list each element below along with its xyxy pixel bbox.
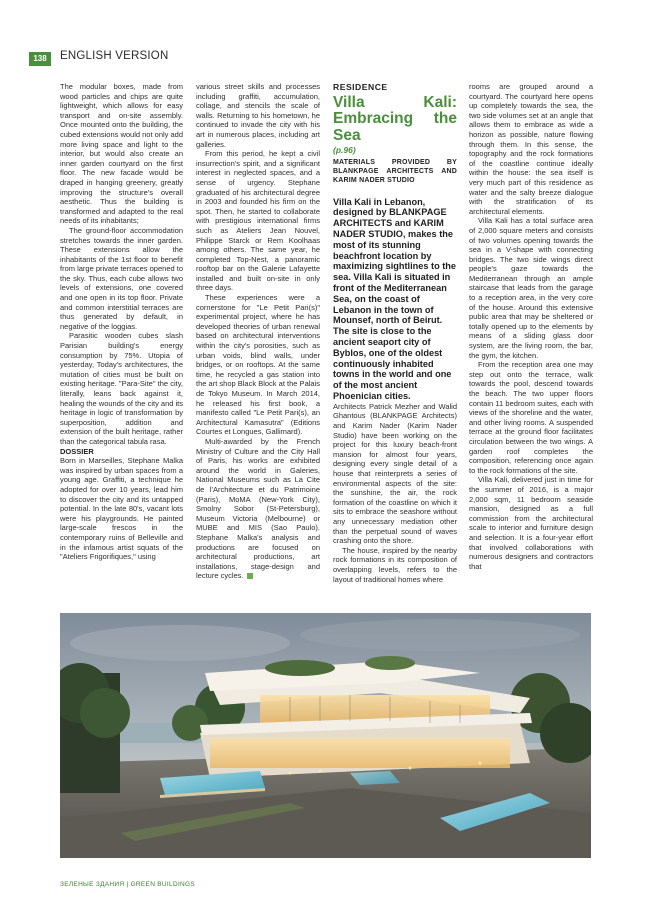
paragraph: Parasitic wooden cubes slash Parisian building's energy consumption by 75%. Utopia of yesterday, Today's architectures, the mutation of cities must be built on existing heritage. "Para-Site" the city, literally, leans back against it, healing the wounds of the city and its heritage in logic of transformation by superposition, addition and extension of the built heritage, rather than the categorical tabula rasa. [60, 331, 183, 446]
text-column-3 [333, 82, 457, 584]
text-column-2 [196, 82, 320, 581]
paragraph: From the reception area one may step out onto the terrace, walk towards the pool, descend towards the beach. The two upper floors contain 11 bedroom suites, each with views of the shoreline and the water, and other living rooms. A suspended terrace at the ground floor facilitates circulation between the two wings. A garden roof completes the composition, referencing once again to the rock formations of the site. [469, 360, 593, 475]
paragraph-text: Multi-awarded by the French Ministry of Culture and the City Hall of Paris, his works are exhibited around the world in Galeries, National Museums such as La Cite de l'Architecture et du Patrimoine (Paris), MoMA (New-York City), Smolny Sobor (St-Petersburg), Museum Victoria (Melbourne) or MUBE and MIS (Sao Paulo). Stephane Malka's analysis and productions are focused on architectural productions, art installations, stage-design and lecture cycles. [196, 436, 320, 581]
villa-photo [60, 613, 591, 858]
paragraph-final [196, 437, 320, 581]
villa-illustration [60, 613, 591, 858]
text-column-4 [469, 82, 593, 571]
paragraph: Born in Marseilles, Stephane Malka was inspired by urban spaces from a young age. Graffiti, a technique he adopted for over 10 years, lead him to discover the city and its untapped potential. In the late 80's, vacant lots were his playgrounds. He painted large-scale frescos in the contemporary ruins of Belleville and in the infamous artist squats of the "Ateliers Frigorifiques," using [60, 456, 183, 562]
article-lead: Villa Kali in Lebanon, designed by BLANKPAGE ARCHITECTS and KARIM NADER STUDIO, makes the most of its stunning beachfront location by maximizing sightlines to the sea. Villa Kali is situated in front of the Mediterranean Sea, on the coast of Lebanon in the town of Mounsef, north of Beirut. The site is close to the ancient seaport city of Byblos, one of the oldest continuously inhabited towns in the world and one of the most ancient Phoenician cities. [333, 196, 457, 402]
paragraph: rooms are grouped around a courtyard. The courtyard here opens up completely towards the sea, the two side volumes set at an angle that allows them to embrace as wide a horizon as possible, nature flowing through them. In this sense, the topography and the rock formations of the coastline continue ideally within the house: the sea itself is very much part of this residence as water and the salty breeze dialogue with the stratification of its architectural elements. [469, 82, 593, 216]
page-number: 138 [29, 52, 51, 66]
page-reference: (p.96) [333, 145, 356, 156]
paragraph: These experiences were a cornerstone for "Le Petit Pari(s)" experimental project, where he has developed theories of urban renewal based on architectural interventions within the city's porosities, such as urban voids, blind walls, under bridges, or on rooftops. At the same time, he recycled a gas station into the art shop Black Block at the Palais de Tokyo Museum. In March 2014, he released his first book, a manifesto called "Le Petit Pari(s), an Architectural Kamasutra" (Editions Courtes et Longues, Gallimard). [196, 293, 320, 437]
text-column-1 [60, 82, 183, 562]
paragraph: Villa Kali has a total surface area of 2,000 square meters and consists of two volumes opening towards the sea in a V-shape with connecting bridges. The two side wings direct people's gaze towards the Mediterranean through an ample staircase that leads from the garage to a reception area, in the very core of the house. Around this extensive public area that may be sheltered or totally opened up to the elements by means of a sliding glass door system, are the living room, the bar, the gym, the kitchen. [469, 216, 593, 360]
paragraph: various street skills and processes including graffiti, accumulation, collage, and stencils the scale of walls. Returning to his hometown, he continued to invade the city with his art in numerous places, including art galleries. [196, 82, 320, 149]
footer-magazine-name: ЗЕЛЕНЫЕ ЗДАНИЯ | GREEN BUILDINGS [60, 881, 196, 888]
paragraph: Villa Kali, delivered just in time for the summer of 2016, is a major 2,000 sqm, 11 bedroom seaside mansion, designed as a full commission from the architectural scale to interior and furniture design and selection. It is a four-year effort that involved collaborations with numerous designers and contractors that [469, 475, 593, 571]
article-credit: MATERIALS PROVIDED BY BLANKPAGE ARCHITECTS AND KARIM NADER STUDIO [333, 158, 457, 184]
paragraph: The ground-floor accommodation stretches towards the inner garden. These extensions allow the inhabitants of the 1st floor to benefit from large private terraces opened to the sky. Thus, each cube allows two levels of extensions, one covered and one open in its top floor. Private and common interstitial terraces are thus generated by default, in negative of the loggias. [60, 225, 183, 331]
paragraph: The house, inspired by the nearby rock formations in its composition of overlapping levels, refers to the layout of traditional homes where [333, 545, 457, 584]
paragraph: The modular boxes, made from wood particles and chips are quite lightweight, which allows for easy transport and on-site assembly. Once mounted onto the building, the cubed extensions would not only add more living space and light to the interior, but would also create an inner garden courtyard on the first floor. The new facade would be draped in hanging greenery, greatly improving the structure's overall aesthetic. Thus the building is transformed and adapted to the real needs of its inhabitants; [60, 82, 184, 226]
end-mark-icon [247, 573, 253, 579]
paragraph: From this period, he kept a civil insurrection's spirit, and a significant interest in neglected spaces, and a sense of urgency. Stephane graduated of his architectural degree in 2003 and founded his firm on the spot. Then, he started to collaborate with prestigious international firms such as Ateliers Jean Nouvel, Philippe Starck or Rem Koolhaas among others. The same year, he completed Top-Nest, a panoramic rooftop bar on the Galerie Lafayette installed and built on-site in only three days. [196, 149, 320, 293]
paragraph: Architects Patrick Mezher and Walid Ghantous (BLANKPAGE Architects) and Karim Nader (Karim Nader Studio) have been working on the project for this luxury beach-front mansion for almost four years, designing every single detail of a house that reinterprets a series of environmental aspects of the site: the sunshine, the air, the rock formation of the coastline on which it sits to embrace the seashore without any unnecessary mediation other than the perpetual sound of waves crashing onto the shore. [333, 401, 457, 546]
dossier-heading: DOSSIER [60, 446, 94, 456]
article-title: Villa Kali: Embracing the Sea [333, 93, 457, 144]
section-label: ENGLISH VERSION [60, 50, 169, 62]
article-kicker: RESIDENCE [333, 82, 388, 92]
